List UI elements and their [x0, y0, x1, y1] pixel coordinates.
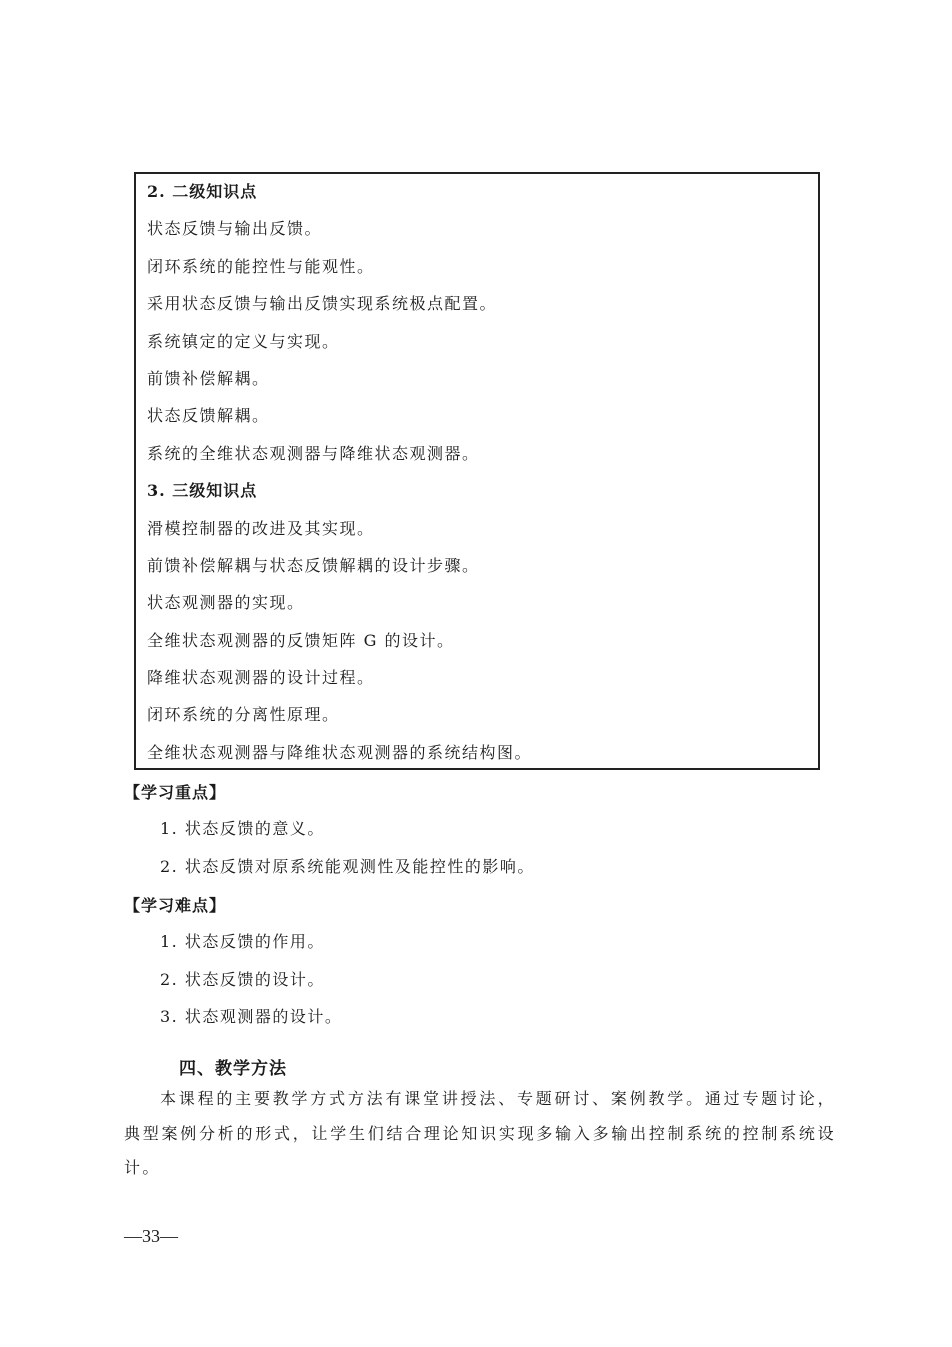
box-line: 滑模控制器的改进及其实现。	[147, 518, 375, 538]
knowledge-points-box	[134, 172, 820, 770]
box-heading-level2: 2. 二级知识点	[147, 182, 258, 201]
box-line: 采用状态反馈与输出反馈实现系统极点配置。	[147, 294, 498, 314]
key-points-list	[160, 816, 535, 891]
box-line: 闭环系统的能控性与能观性。	[147, 256, 375, 276]
box-heading-level3: 3. 三级知识点	[147, 481, 258, 501]
box-line: 前馈补偿解耦。	[147, 368, 270, 388]
teaching-methods-heading: 四、教学方法	[179, 1059, 287, 1079]
box-line: 闭环系统的分离性原理。	[147, 705, 340, 725]
list-item: 1. 状态反馈的意义。	[160, 819, 325, 838]
box-line: 状态反馈解耦。	[147, 406, 270, 426]
box-line: 状态观测器的实现。	[147, 593, 305, 613]
box-line: 降维状态观测器的设计过程。	[147, 668, 375, 688]
key-points-heading: 【学习重点】	[124, 783, 227, 802]
list-item: 2. 状态反馈的设计。	[160, 969, 325, 989]
teaching-methods-paragraph: 本课程的主要教学方式方法有课堂讲授法、专题研讨、案例教学。通过专题讨论，典型案例分析的形式，让学生们结合理论知识实现多输入多输出控制系统的控制系统设计。	[124, 1089, 836, 1177]
box-line: 前馈补偿解耦与状态反馈解耦的设计步骤。	[147, 555, 480, 575]
box-line: 状态反馈与输出反馈。	[147, 219, 323, 239]
box-line: 系统的全维状态观测器与降维状态观测器。	[147, 443, 480, 463]
list-item: 3. 状态观测器的设计。	[160, 1007, 343, 1026]
list-item: 1. 状态反馈的作用。	[160, 932, 325, 951]
difficult-points-list	[160, 929, 342, 1042]
box-line: 系统镇定的定义与实现。	[147, 331, 340, 351]
box-line: 全维状态观测器与降维状态观测器的系统结构图。	[147, 742, 533, 762]
box-line: 全维状态观测器的反馈矩阵 G 的设计。	[147, 630, 455, 650]
list-item: 2. 状态反馈对原系统能观测性及能控性的影响。	[160, 856, 535, 876]
difficult-points-heading: 【学习难点】	[124, 896, 227, 915]
page-number: —33—	[124, 1226, 178, 1246]
